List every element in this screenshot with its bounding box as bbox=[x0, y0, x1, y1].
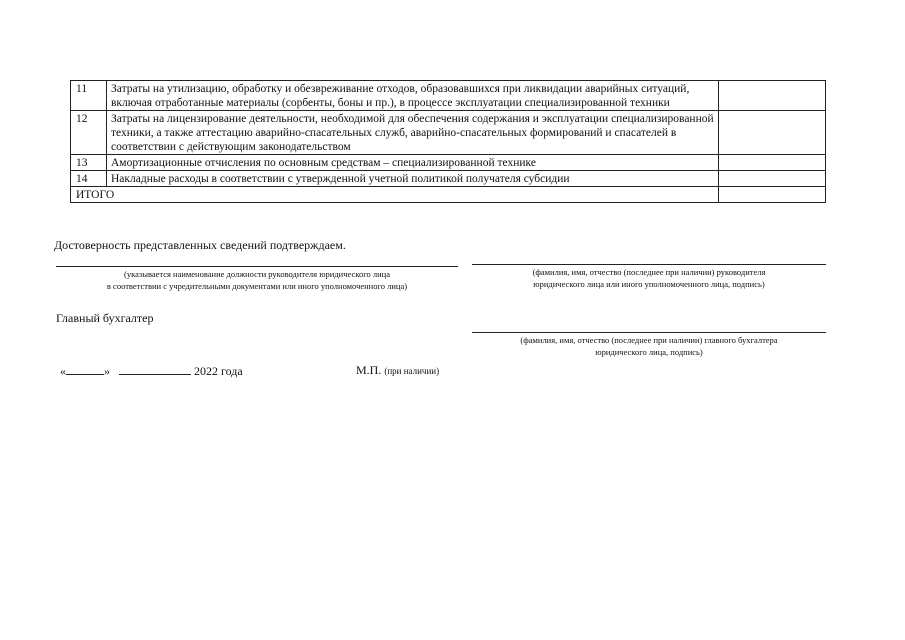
stamp-label: М.П. (при наличии) bbox=[356, 363, 440, 377]
date-close-quote: » bbox=[104, 364, 110, 378]
date-open-quote: « bbox=[60, 364, 66, 378]
date-month-blank[interactable] bbox=[119, 374, 191, 375]
date-line bbox=[60, 364, 243, 379]
total-label: ИТОГО bbox=[71, 187, 719, 203]
head-position-line[interactable] bbox=[56, 266, 458, 267]
date-year: 2022 года bbox=[194, 364, 243, 378]
row-value[interactable] bbox=[719, 171, 826, 187]
row-description: Амортизационные отчисления по основным средствам – специализированной технике bbox=[107, 155, 719, 171]
row-number: 11 bbox=[71, 81, 107, 111]
row-description: Затраты на утилизацию, обработку и обезвреживание отходов, образовавшихся при ликвидации аварийных ситуаций, включая отработанные материалы (сорбенты, боны и пр.), в процессе эксплуатации специализированной техники bbox=[107, 81, 719, 111]
row-number: 12 bbox=[71, 111, 107, 155]
head-position-caption: (указывается наименование должности руководителя юридического лица в соответствии с учредительными документами или иного уполномоченного лица) bbox=[106, 269, 408, 291]
total-value[interactable] bbox=[719, 187, 826, 203]
stamp-note: (при наличии) bbox=[384, 366, 440, 376]
table-row bbox=[71, 111, 826, 155]
row-value[interactable] bbox=[719, 111, 826, 155]
head-name-caption: (фамилия, имя, отчество (последнее при наличии) руководителя юридического лица или иного уполномоченного лица, подпись) bbox=[532, 267, 766, 289]
table-row bbox=[71, 155, 826, 171]
table-row bbox=[71, 171, 826, 187]
row-value[interactable] bbox=[719, 155, 826, 171]
row-number: 14 bbox=[71, 171, 107, 187]
row-value[interactable] bbox=[719, 81, 826, 111]
chief-accountant-label: Главный бухгалтер bbox=[56, 311, 154, 325]
table-row bbox=[71, 81, 826, 111]
row-description: Накладные расходы в соответствии с утвержденной учетной политикой получателя субсидии bbox=[107, 171, 719, 187]
total-row bbox=[71, 187, 826, 203]
accountant-caption: (фамилия, имя, отчество (последнее при наличии) главного бухгалтера юридического лица, подпись) bbox=[520, 335, 778, 357]
expenses-table bbox=[70, 80, 826, 203]
head-signature-line[interactable] bbox=[472, 264, 826, 265]
confirmation-text: Достоверность представленных сведений подтверждаем. bbox=[54, 238, 346, 252]
row-description: Затраты на лицензирование деятельности, необходимой для обеспечения содержания и эксплуатации специализированной техники, а также аттестацию аварийно-спасательных служб, аварийно-спасательных формирований и спасателей в соответствии с действующим законодательством bbox=[107, 111, 719, 155]
row-number: 13 bbox=[71, 155, 107, 171]
date-day-blank[interactable] bbox=[66, 374, 104, 375]
accountant-signature-line[interactable] bbox=[472, 332, 826, 333]
